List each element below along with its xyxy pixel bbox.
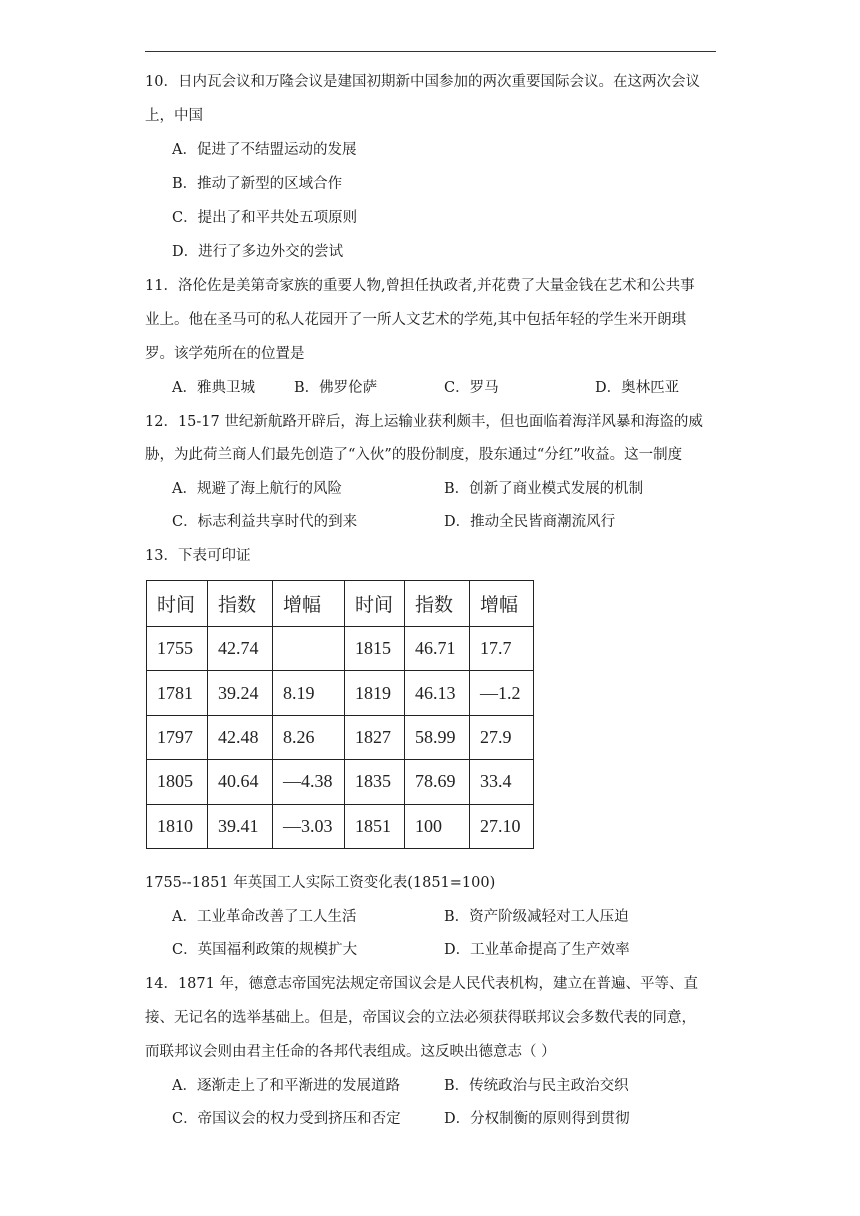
table-cell: 46.13 [405, 671, 470, 715]
question-10-option-d[interactable]: D．进行了多边外交的尝试 [172, 244, 344, 260]
table-header-cell: 指数 [208, 581, 273, 627]
header-rule [145, 51, 716, 52]
table-row [147, 715, 534, 759]
question-14-option-a[interactable]: A．逐渐走上了和平渐进的发展道路 [172, 1078, 400, 1094]
question-12-line-1: 12．15-17 世纪新航路开辟后，海上运输业获利颇丰，但也面临着海洋风暴和海盗的威 [145, 414, 703, 430]
question-14-line-2: 接、无记名的选举基础上。但是，帝国议会的立法必须获得联邦议会多数代表的同意， [145, 1010, 696, 1026]
question-14-line-1: 14．1871 年，德意志帝国宪法规定帝国议会是人民代表机构，建立在普遍、平等、直 [145, 976, 698, 992]
question-13-line-1: 13．下表可印证 [145, 548, 251, 564]
wage-table [146, 580, 534, 849]
table-cell: —4.38 [273, 760, 345, 804]
table-cell: —3.03 [273, 804, 345, 848]
question-12-option-a[interactable]: A．规避了海上航行的风险 [172, 481, 342, 497]
question-12-option-c[interactable]: C．标志利益共享时代的到来 [172, 514, 358, 530]
question-13-option-c[interactable]: C．英国福利政策的规模扩大 [172, 942, 358, 958]
table-cell [273, 627, 345, 671]
table-cell: 1805 [147, 760, 208, 804]
table-cell: 1755 [147, 627, 208, 671]
table-cell: 1797 [147, 715, 208, 759]
question-11-line-2: 业上。他在圣马可的私人花园开了一所人文艺术的学苑,其中包括年轻的学生米开朗琪 [145, 312, 687, 328]
question-12-option-b[interactable]: B．创新了商业模式发展的机制 [444, 481, 644, 497]
table-cell: 1781 [147, 671, 208, 715]
table-cell: 1827 [345, 715, 405, 759]
table-row [147, 671, 534, 715]
table-cell: 1851 [345, 804, 405, 848]
table-cell: 42.74 [208, 627, 273, 671]
table-cell: 27.10 [470, 804, 534, 848]
question-11-line-3: 罗。该学苑所在的位置是 [145, 346, 305, 362]
question-10-option-b[interactable]: B．推动了新型的区域合作 [172, 176, 343, 192]
table-header-cell: 指数 [405, 581, 470, 627]
question-11-option-c[interactable]: C．罗马 [444, 380, 499, 396]
table-cell: 39.24 [208, 671, 273, 715]
question-13-option-a[interactable]: A．工业革命改善了工人生活 [172, 909, 357, 925]
question-12-option-d[interactable]: D．推动全民皆商潮流风行 [444, 514, 616, 530]
table-header-row [147, 581, 534, 627]
table-cell: 40.64 [208, 760, 273, 804]
table-caption: 1755--1851 年英国工人实际工资变化表(1851=100) [145, 875, 496, 891]
question-14-line-3: 而联邦议会则由君主任命的各邦代表组成。这反映出德意志（ ） [145, 1044, 556, 1060]
table-cell: —1.2 [470, 671, 534, 715]
table-cell: 8.19 [273, 671, 345, 715]
table-cell: 1819 [345, 671, 405, 715]
table-cell: 8.26 [273, 715, 345, 759]
table-cell: 46.71 [405, 627, 470, 671]
question-10-option-c[interactable]: C．提出了和平共处五项原则 [172, 210, 358, 226]
question-10-option-a[interactable]: A．促进了不结盟运动的发展 [172, 142, 357, 158]
question-10-line-2: 上，中国 [145, 108, 203, 124]
question-11-option-d[interactable]: D．奥林匹亚 [595, 380, 680, 396]
table-cell: 78.69 [405, 760, 470, 804]
table-header-cell: 增幅 [470, 581, 534, 627]
question-10-line-1: 10．日内瓦会议和万隆会议是建国初期新中国参加的两次重要国际会议。在这两次会议 [145, 74, 700, 90]
table-row [147, 760, 534, 804]
table-cell: 1815 [345, 627, 405, 671]
question-12-line-2: 胁，为此荷兰商人们最先创造了“入伙”的股份制度，股东通过“分红”收益。这一制度 [145, 447, 683, 463]
table-cell: 39.41 [208, 804, 273, 848]
table-header-cell: 时间 [345, 581, 405, 627]
table-cell: 100 [405, 804, 470, 848]
table-cell: 33.4 [470, 760, 534, 804]
table-cell: 1810 [147, 804, 208, 848]
table-row [147, 804, 534, 848]
table-header-cell: 增幅 [273, 581, 345, 627]
question-11-option-b[interactable]: B．佛罗伦萨 [294, 380, 378, 396]
table-cell: 42.48 [208, 715, 273, 759]
question-11-line-1: 11．洛伦佐是美第奇家族的重要人物,曾担任执政者,并花费了大量金钱在艺术和公共事 [145, 278, 695, 294]
table-header-cell: 时间 [147, 581, 208, 627]
question-14-option-c[interactable]: C．帝国议会的权力受到挤压和否定 [172, 1111, 401, 1127]
question-11-option-a[interactable]: A．雅典卫城 [172, 380, 255, 396]
table-cell: 17.7 [470, 627, 534, 671]
table-cell: 1835 [345, 760, 405, 804]
question-13-option-d[interactable]: D．工业革命提高了生产效率 [444, 942, 630, 958]
table-cell: 27.9 [470, 715, 534, 759]
question-14-option-d[interactable]: D．分权制衡的原则得到贯彻 [444, 1111, 630, 1127]
question-13-option-b[interactable]: B．资产阶级减轻对工人压迫 [444, 909, 629, 925]
question-14-option-b[interactable]: B．传统政治与民主政治交织 [444, 1078, 629, 1094]
table-cell: 58.99 [405, 715, 470, 759]
table-row [147, 627, 534, 671]
